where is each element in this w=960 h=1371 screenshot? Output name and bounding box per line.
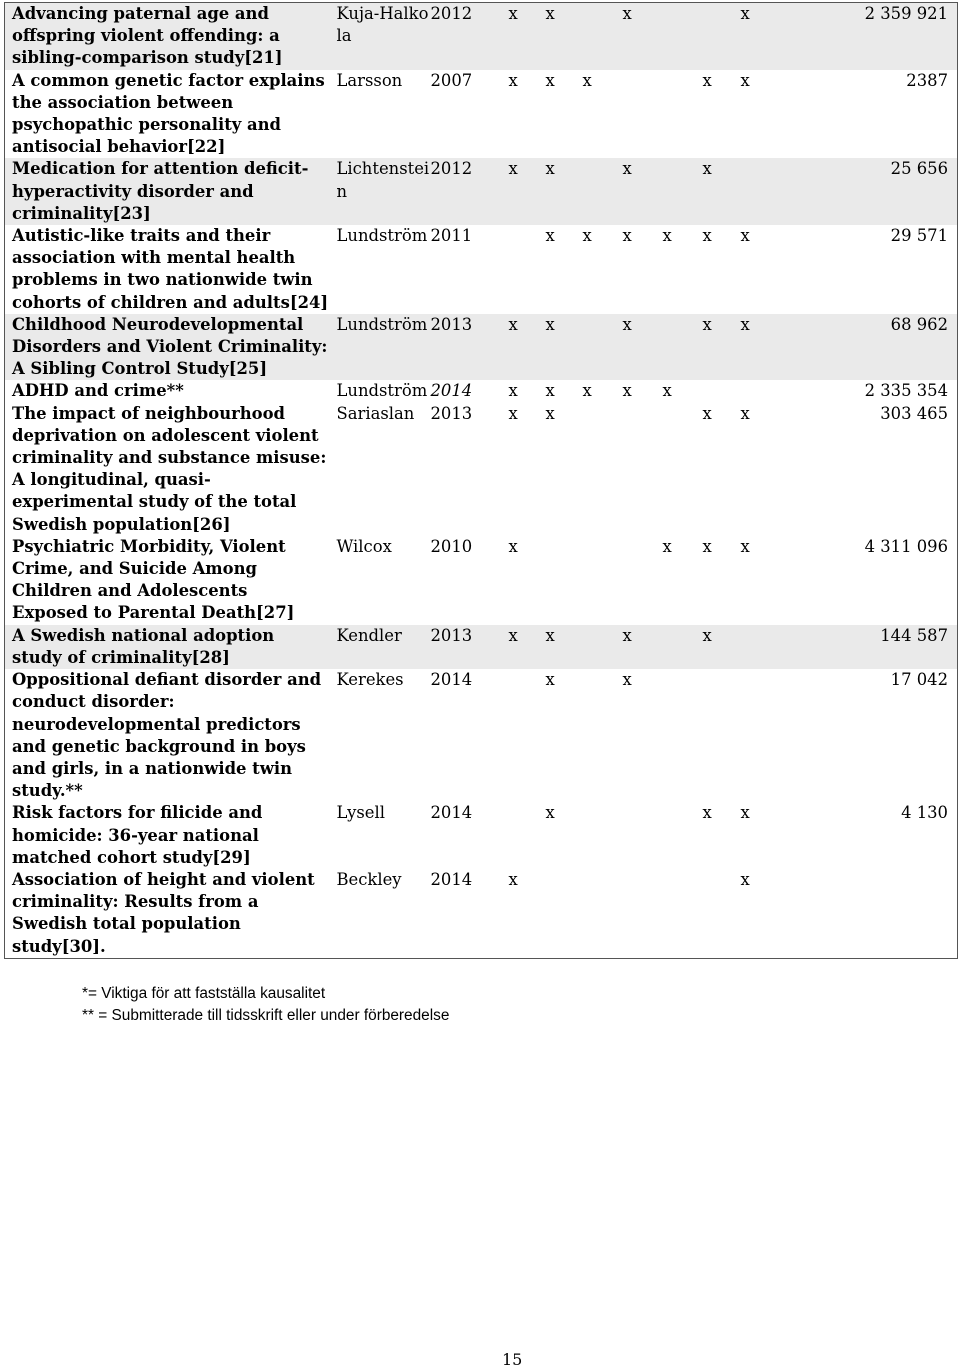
study-author: Beckley	[336, 869, 402, 889]
table-row	[5, 314, 958, 381]
criterion-mark: x	[546, 3, 583, 70]
criterion-mark	[583, 669, 623, 802]
table-row	[5, 70, 958, 159]
study-year: 2013	[431, 625, 509, 669]
criterion-mark: x	[702, 70, 712, 90]
criterion-mark: x	[508, 381, 518, 401]
criterion-mark: x	[623, 314, 663, 381]
criterion-mark: x	[622, 226, 632, 246]
criterion-mark	[546, 869, 583, 958]
table-row	[5, 403, 958, 536]
criterion-mark: x	[546, 625, 583, 669]
study-title: A Swedish national adoption study of criminality[28]	[5, 625, 329, 669]
sample-size: 2 335 354	[864, 381, 948, 401]
study-title: Psychiatric Morbidity, Violent Crime, and Suicide Among Children and Adolescents Exposed to Parental Death[27]	[12, 536, 295, 623]
study-year: 2014	[430, 869, 473, 889]
table-row	[5, 225, 958, 314]
criterion-mark	[663, 3, 703, 70]
criterion-mark	[583, 802, 623, 869]
study-author: Lysell	[336, 803, 385, 823]
criterion-mark	[663, 869, 703, 958]
study-author: Lundström	[336, 381, 428, 401]
sample-size: 2 359 921	[779, 3, 958, 70]
criterion-mark	[663, 158, 703, 225]
criterion-mark	[741, 625, 779, 669]
table-row	[5, 380, 958, 402]
study-author: Sariaslan	[336, 403, 415, 423]
criterion-mark	[583, 3, 623, 70]
table-row	[5, 158, 958, 225]
criterion-mark: x	[623, 3, 663, 70]
study-title: Association of height and violent criminality: Results from a Swedish total population study[30].	[12, 869, 315, 956]
criterion-mark: x	[662, 226, 672, 246]
criterion-mark	[509, 802, 546, 869]
study-year: 2014	[430, 381, 473, 401]
study-title: Risk factors for filicide and homicide: 36-year national matched cohort study[29]	[12, 803, 263, 867]
study-year: 2013	[431, 314, 509, 381]
criterion-mark: x	[702, 803, 712, 823]
study-year: 2013	[430, 403, 473, 423]
criterion-mark	[663, 70, 703, 159]
criterion-mark: x	[582, 381, 592, 401]
criterion-mark: x	[509, 158, 546, 225]
criterion-mark: x	[703, 158, 741, 225]
criterion-mark: x	[741, 314, 779, 381]
study-title: Advancing paternal age and offspring violent offending: a sibling-comparison study[21]	[5, 3, 329, 70]
criterion-mark: x	[545, 670, 555, 690]
studies-table-body	[5, 3, 958, 959]
criterion-mark: x	[662, 381, 672, 401]
criterion-mark	[703, 869, 741, 958]
sample-size: 144 587	[779, 625, 958, 669]
criterion-mark	[583, 403, 623, 536]
criterion-mark: x	[582, 226, 592, 246]
criterion-mark: x	[509, 3, 546, 70]
criterion-mark	[663, 314, 703, 381]
criterion-mark	[583, 158, 623, 225]
criterion-mark: x	[546, 314, 583, 381]
criterion-mark	[623, 802, 663, 869]
criterion-mark	[623, 869, 663, 958]
criterion-mark	[583, 314, 623, 381]
sample-size: 25 656	[779, 158, 958, 225]
criterion-mark	[741, 158, 779, 225]
sample-size: 29 571	[890, 226, 948, 246]
table-row	[5, 625, 958, 669]
criterion-mark	[583, 869, 623, 958]
study-author: Kendler	[329, 625, 431, 669]
criterion-mark	[663, 403, 703, 536]
table-row	[5, 802, 958, 869]
study-year: 2012	[431, 3, 509, 70]
sample-size: 303 465	[880, 403, 948, 423]
criterion-mark	[703, 669, 741, 802]
criterion-mark	[703, 3, 741, 70]
study-author: Lundström	[329, 314, 431, 381]
criterion-mark	[663, 802, 703, 869]
criterion-mark: x	[545, 70, 555, 90]
sample-size: 2387	[906, 70, 948, 90]
criterion-mark: x	[702, 536, 712, 556]
criterion-mark: x	[623, 158, 663, 225]
criterion-mark: x	[545, 226, 555, 246]
criterion-mark: x	[740, 70, 750, 90]
study-title: Childhood Neurodevelopmental Disorders and Violent Criminality: A Sibling Control Study[25]	[5, 314, 329, 381]
sample-size: 4 311 096	[864, 536, 948, 556]
criterion-mark: x	[740, 226, 750, 246]
study-year: 2014	[430, 670, 473, 690]
criterion-mark: x	[623, 625, 663, 669]
criterion-mark: x	[508, 869, 518, 889]
criterion-mark: x	[508, 536, 518, 556]
table-row	[5, 869, 958, 958]
criterion-mark	[623, 70, 663, 159]
study-author: Kerekes	[336, 670, 404, 690]
criterion-mark: x	[508, 403, 518, 423]
criterion-mark	[623, 403, 663, 536]
studies-table-container	[4, 2, 957, 959]
criterion-mark: x	[545, 381, 555, 401]
table-row	[5, 536, 958, 625]
page-number: 15	[502, 1350, 523, 1369]
criterion-mark	[663, 625, 703, 669]
criterion-mark: x	[740, 869, 750, 889]
criterion-mark	[583, 536, 623, 625]
criterion-mark: x	[702, 403, 712, 423]
criterion-mark: x	[740, 803, 750, 823]
study-year: 2007	[430, 70, 473, 90]
criterion-mark: x	[545, 403, 555, 423]
study-author: Lichtenstein	[329, 158, 431, 225]
criterion-mark: x	[508, 70, 518, 90]
criterion-mark: x	[662, 536, 672, 556]
study-title: Medication for attention deficit-hyperactivity disorder and criminality[23]	[5, 158, 329, 225]
study-author: Kuja-Halkola	[329, 3, 431, 70]
footnotes	[82, 983, 449, 1027]
criterion-mark	[741, 669, 779, 802]
studies-table	[4, 2, 958, 959]
study-author: Lundström	[336, 226, 428, 246]
study-title: The impact of neighbourhood deprivation on adolescent violent criminality and substance misuse: A longitudinal, quasi-experimental study of the total Swedish population[26]	[12, 403, 327, 534]
study-year: 2010	[430, 536, 473, 556]
criterion-mark: x	[741, 3, 779, 70]
study-title: ADHD and crime**	[12, 381, 184, 401]
criterion-mark: x	[622, 381, 632, 401]
criterion-mark: x	[740, 536, 750, 556]
criterion-mark	[546, 536, 583, 625]
criterion-mark: x	[545, 803, 555, 823]
study-title: A common genetic factor explains the association between psychopathic personality and antisocial behavior[22]	[12, 70, 325, 157]
table-row	[5, 3, 958, 70]
table-row	[5, 669, 958, 802]
sample-size: 17 042	[890, 670, 948, 690]
criterion-mark: x	[702, 226, 712, 246]
footnote-double-star: ** = Submitterade till tidsskrift eller under förberedelse	[82, 1007, 450, 1024]
study-year: 2012	[431, 158, 509, 225]
study-year: 2014	[430, 803, 473, 823]
footnote-star: *= Viktiga för att fastställa kausalitet	[82, 985, 326, 1002]
criterion-mark	[623, 536, 663, 625]
study-title: Oppositional defiant disorder and conduct disorder: neurodevelopmental predictors and genetic background in boys and girls, in a nationwide twin study.**	[12, 670, 322, 801]
criterion-mark: x	[703, 625, 741, 669]
criterion-mark: x	[740, 403, 750, 423]
study-title: Autistic-like traits and their association with mental health problems in two nationwide twin cohorts of children and adults[24]	[12, 226, 329, 312]
criterion-mark: x	[622, 670, 632, 690]
criterion-mark: x	[703, 314, 741, 381]
criterion-mark	[509, 669, 546, 802]
criterion-mark: x	[509, 625, 546, 669]
sample-size	[779, 869, 958, 958]
sample-size: 4 130	[901, 803, 948, 823]
criterion-mark	[583, 625, 623, 669]
sample-size: 68 962	[779, 314, 958, 381]
study-year: 2011	[430, 226, 473, 246]
study-author: Wilcox	[336, 536, 392, 556]
criterion-mark: x	[546, 158, 583, 225]
study-author: Larsson	[336, 70, 403, 90]
criterion-mark: x	[582, 70, 592, 90]
criterion-mark	[703, 380, 741, 402]
criterion-mark	[663, 669, 703, 802]
criterion-mark	[509, 225, 546, 314]
criterion-mark: x	[509, 314, 546, 381]
criterion-mark	[741, 380, 779, 402]
